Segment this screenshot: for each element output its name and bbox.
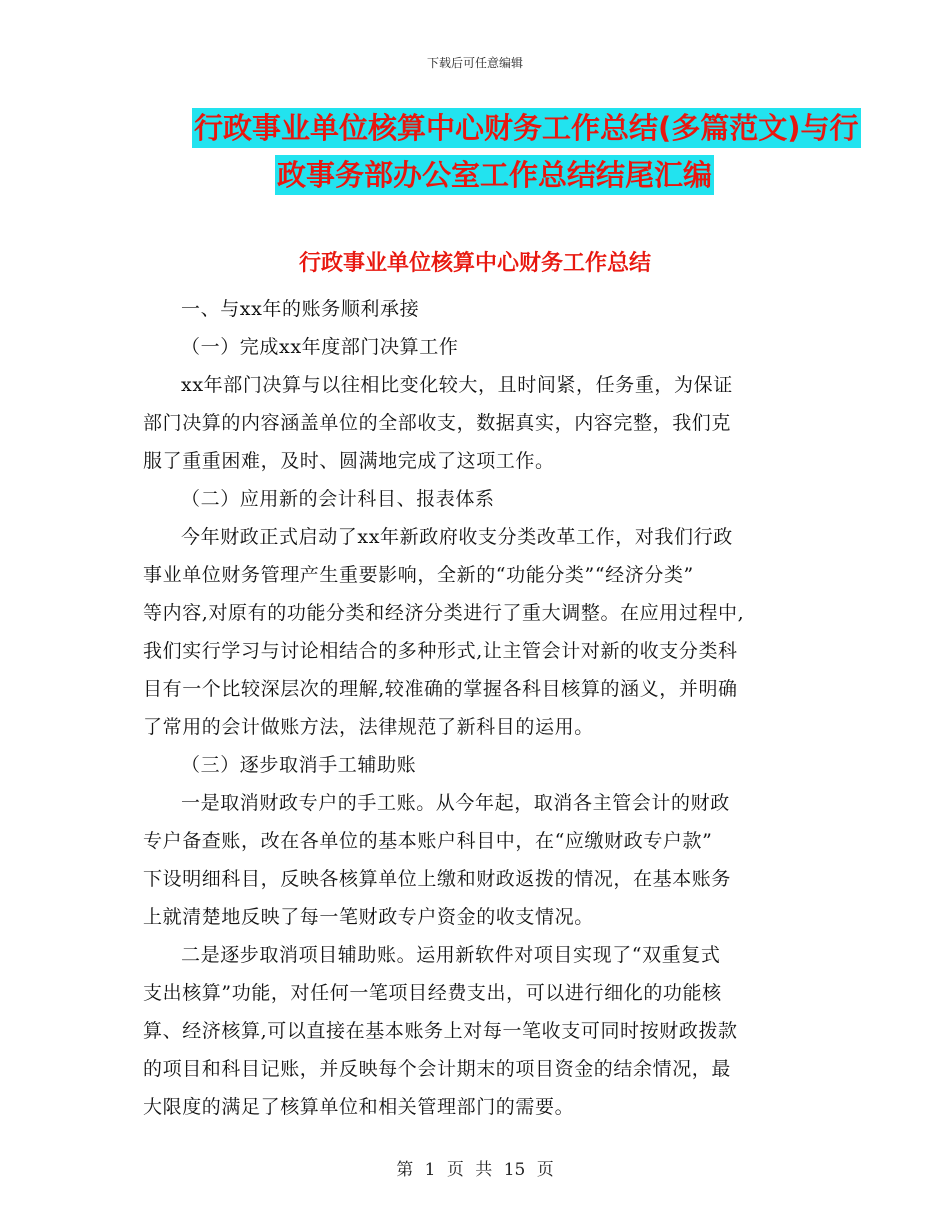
paragraph-line: 部门决算的内容涵盖单位的全部收支，数据真实，内容完整，我们克 [143, 412, 732, 434]
paragraph-line: 大限度的满足了核算单位和相关管理部门的需要。 [143, 1096, 575, 1118]
paragraph-line: 的项目和科目记账，并反映每个会计期末的项目资金的结余情况，最 [143, 1058, 732, 1080]
body-text [143, 290, 813, 1126]
paragraph-line: 下设明细科目，反映各核算单位上缴和财政返拨的情况，在基本账务 [143, 868, 732, 890]
section-title: 行政事业单位核算中心财务工作总结 [298, 251, 651, 276]
paragraph-line: xx年部门决算与以往相比变化较大，且时间紧，任务重，为保证 [181, 374, 733, 396]
subheading: （二）应用新的会计科目、报表体系 [181, 488, 495, 510]
paragraph-line: 今年财政正式启动了xx年新政府收支分类改革工作，对我们行政 [181, 526, 733, 548]
header-note: 下载后可任意编辑 [426, 56, 523, 70]
subheading: （一）完成xx年度部门决算工作 [181, 336, 459, 358]
paragraph-line: 一是取消财政专户的手工账。从今年起，取消各主管会计的财政 [181, 792, 730, 814]
paragraph-line: 专户备查账，改在各单位的基本账户科目中，在“应缴财政专户款” [143, 830, 713, 852]
paragraph-line: 目有一个比较深层次的理解,较准确的掌握各科目核算的涵义，并明确 [143, 678, 738, 700]
page-footer: 第 1 页 共 15 页 [396, 1160, 554, 1180]
document-title-line-2: 政事务部办公室工作总结结尾汇编 [275, 155, 714, 195]
paragraph-line: 服了重重困难，及时、圆满地完成了这项工作。 [143, 450, 555, 472]
paragraph-line: 上就清楚地反映了每一笔财政专户资金的收支情况。 [143, 906, 594, 928]
paragraph-line: 等内容,对原有的功能分类和经济分类进行了重大调整。在应用过程中, [143, 602, 745, 624]
paragraph-line: 了常用的会计做账方法，法律规范了新科目的运用。 [143, 716, 594, 738]
heading-level-1: 一、与xx年的账务顺利承接 [181, 298, 420, 320]
paragraph-line: 二是逐步取消项目辅助账。运用新软件对项目实现了“双重复式 [181, 944, 721, 966]
paragraph-line: 事业单位财务管理产生重要影响，全新的“功能分类”“经济分类” [143, 564, 694, 586]
paragraph-line: 算、经济核算,可以直接在基本账务上对每一笔收支可同时按财政拨款 [143, 1020, 738, 1042]
document-title-line-1: 行政事业单位核算中心财务工作总结(多篇范文)与行 [192, 108, 861, 148]
subheading: （三）逐步取消手工辅助账 [181, 754, 417, 776]
paragraph-line: 我们实行学习与讨论相结合的多种形式,让主管会计对新的收支分类科 [143, 640, 738, 662]
paragraph-line: 支出核算”功能，对任何一笔项目经费支出，可以进行细化的功能核 [143, 982, 722, 1004]
